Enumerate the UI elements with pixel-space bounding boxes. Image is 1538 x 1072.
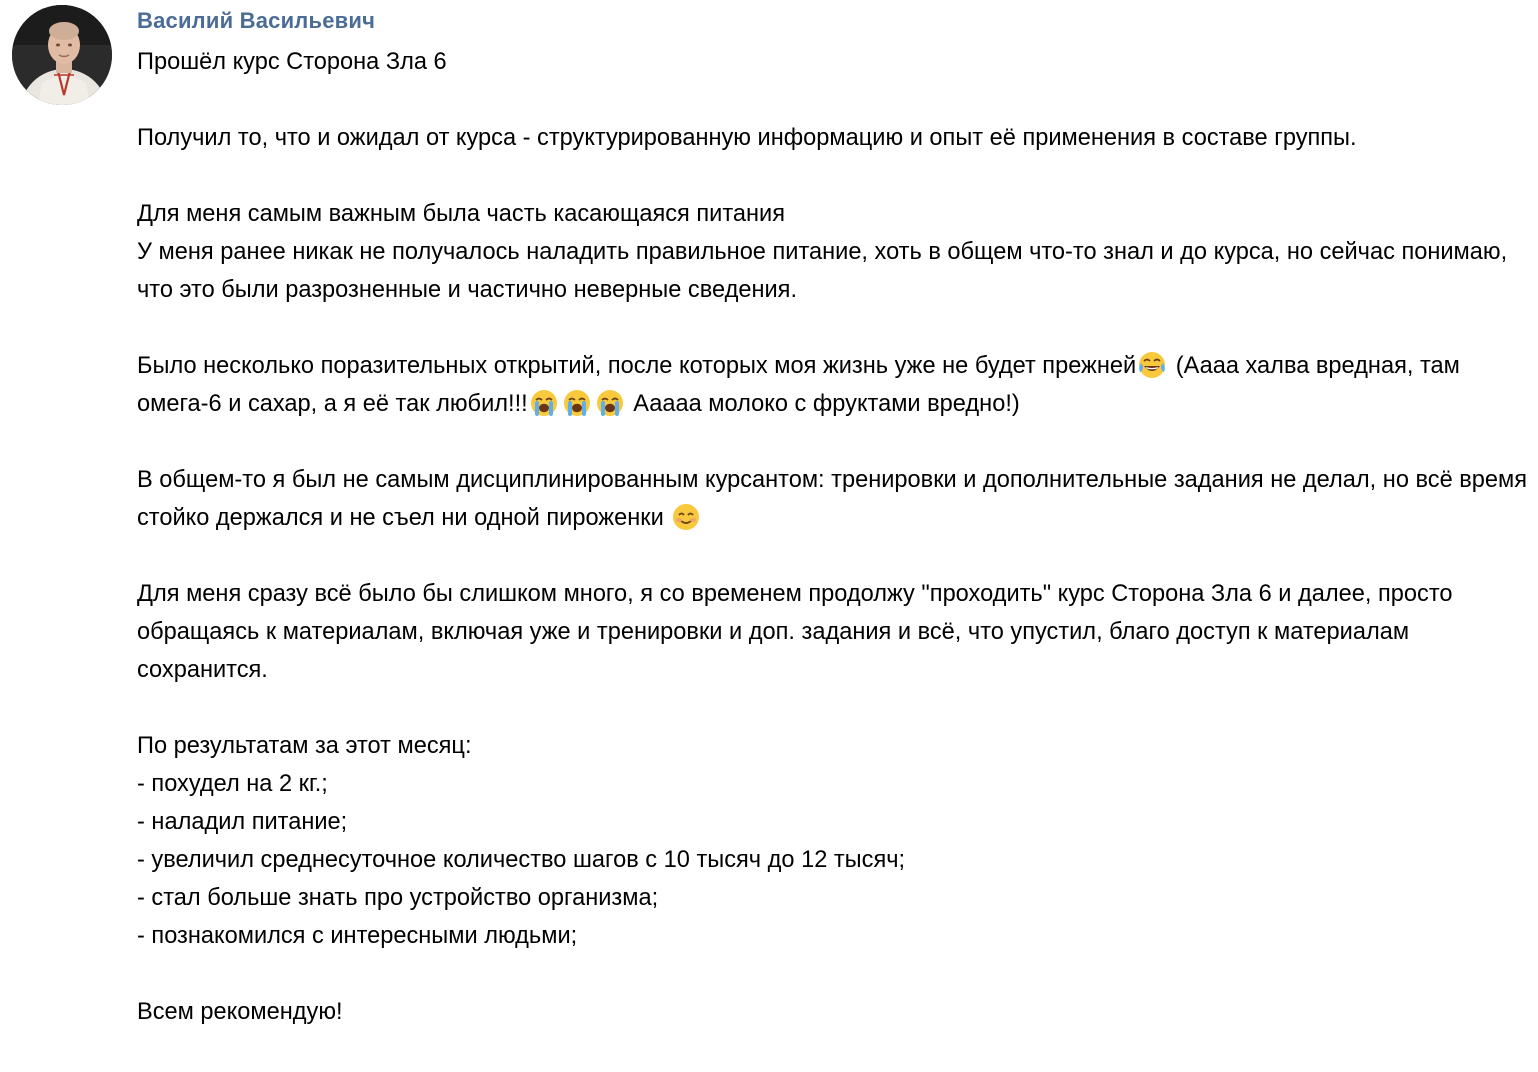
post-text: (Аааа халва вредная, там омега-6 и сахар, а я её так любил!!!	[137, 353, 1460, 417]
user-avatar-icon	[12, 5, 112, 105]
post-text: Ааааа молоко с фруктами вредно!)	[626, 391, 1020, 417]
post-paragraph-with-emoji	[137, 347, 1532, 423]
smiling-face-icon	[670, 502, 703, 532]
paragraph-gap	[137, 955, 1532, 993]
post-text: Было несколько поразительных открытий, после которых моя жизнь уже не будет прежней	[137, 353, 1137, 379]
results-list-item: - наладил питание;	[137, 809, 348, 835]
post-paragraph: Получил то, что и ожидал от курса - структурированную информацию и опыт её применения в составе группы.	[137, 125, 1357, 151]
post-paragraph-with-emoji	[137, 461, 1532, 537]
post-paragraph: Для меня самым важным была часть касающаяся питания	[137, 201, 785, 227]
loudly-crying-face-icon	[594, 388, 627, 418]
closing-line: Всем рекомендую!	[137, 999, 343, 1025]
paragraph-gap	[137, 423, 1532, 461]
post-text: В общем-то я был не самым дисциплинированным курсантом: тренировки и дополнительные задания не делал, но всё время стойко держался и не съел ни одной пироженки	[137, 467, 1528, 531]
results-heading: По результатам за этот месяц:	[137, 733, 472, 759]
paragraph-gap	[137, 157, 1532, 195]
avatar[interactable]	[12, 5, 112, 105]
results-list-item: - похудел на 2 кг.;	[137, 771, 328, 797]
post-title-line: Прошёл курс Сторона Зла 6	[137, 49, 447, 75]
results-list-item: - увеличил среднесуточное количество шагов с 10 тысяч до 12 тысяч;	[137, 847, 906, 873]
post-paragraph: У меня ранее никак не получалось наладить правильное питание, хоть в общем что-то знал и до курса, но сейчас понимаю, что это были разрозненные и частично неверные сведения.	[137, 239, 1508, 303]
loudly-crying-face-icon	[528, 388, 561, 418]
author-name-link[interactable]: Василий Васильевич	[137, 8, 376, 33]
results-list-item: - стал больше знать про устройство организма;	[137, 885, 659, 911]
paragraph-gap	[137, 309, 1532, 347]
post-paragraph: Для меня сразу всё было бы слишком много, я со временем продолжу "проходить" курс Сторона Зла 6 и далее, просто обращаясь к материалам, включая уже и тренировки и доп. задания и всё, что упустил, благо доступ к материалам сохранится.	[137, 581, 1453, 683]
loudly-crying-face-icon	[561, 388, 594, 418]
emoji-group	[528, 391, 627, 417]
face-with-tears-of-joy-icon	[1136, 350, 1169, 380]
paragraph-gap	[137, 537, 1532, 575]
paragraph-gap	[137, 81, 1532, 119]
paragraph-gap	[137, 689, 1532, 727]
post-body	[137, 43, 1532, 1031]
results-list-item: - познакомился с интересными людьми;	[137, 923, 578, 949]
